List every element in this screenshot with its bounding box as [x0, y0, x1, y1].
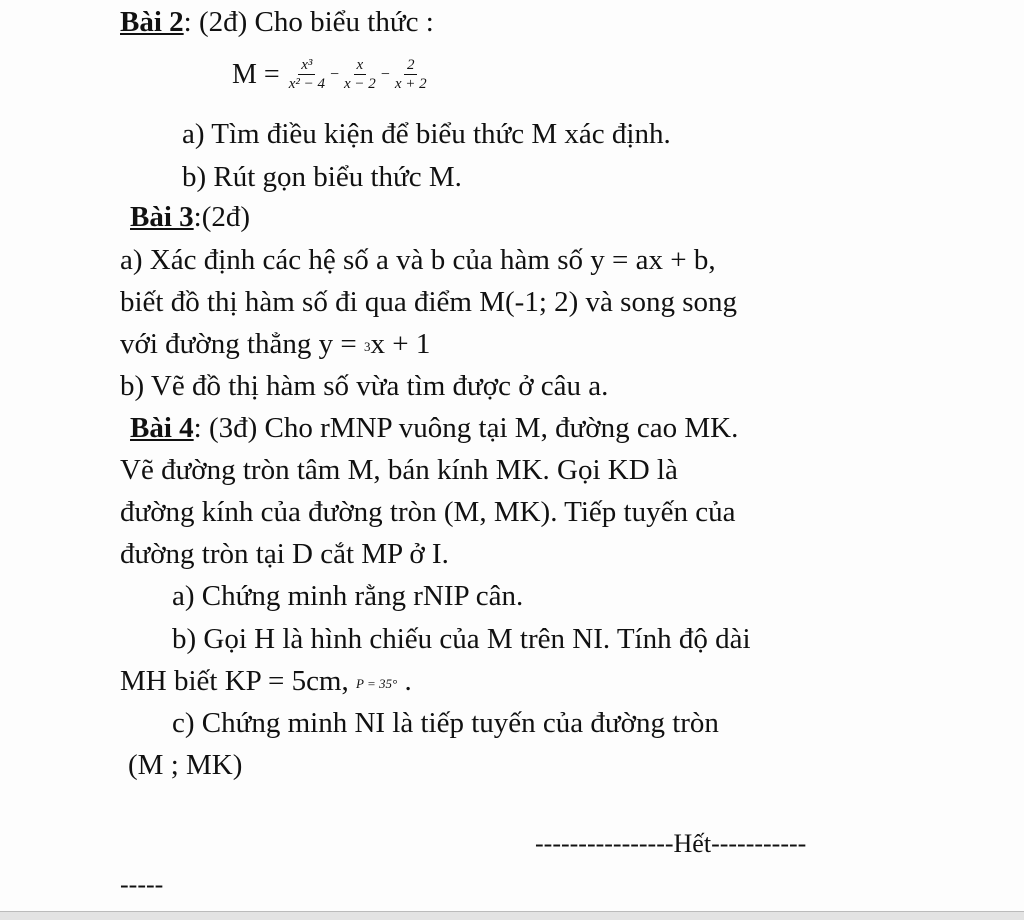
- bottom-bar: [0, 912, 1024, 920]
- fraction-3: [392, 58, 430, 92]
- bai3-heading-rest: :(2đ): [193, 201, 251, 233]
- bai3-coefficient: 3: [363, 338, 371, 354]
- fraction-3-denominator: x + 2: [394, 76, 427, 92]
- bai3-line-1: a) Xác định các hệ số a và b của hàm số y = ax + b,: [120, 244, 716, 276]
- fraction-1: [286, 58, 328, 92]
- bai4-part-a: a) Chứng minh rằng rNIP cân.: [172, 580, 524, 612]
- fraction-3-numerator: 2: [404, 58, 418, 75]
- bai4-part-c-line-2: (M ; MK): [128, 749, 243, 781]
- fraction-2: [341, 58, 379, 92]
- bai3-line-3: [120, 330, 430, 359]
- formula-m: [232, 58, 432, 92]
- bai3-heading: [130, 203, 250, 232]
- bai2-part-b: b) Rút gọn biểu thức M.: [182, 161, 462, 193]
- bai4-part-b-end: .: [397, 665, 412, 697]
- bai4-line-3: đường tròn tại D cắt MP ở I.: [120, 538, 449, 570]
- fraction-2-numerator: x: [354, 58, 367, 75]
- angle-p-value: P = 35°: [356, 675, 398, 691]
- bai4-heading: [130, 414, 738, 443]
- bai3-line-3-text: với đường thẳng y =: [120, 328, 364, 360]
- bai4-line-1: Vẽ đường tròn tâm M, bán kính MK. Gọi KD là: [120, 454, 678, 486]
- fraction-1-denominator: x² − 4: [288, 76, 325, 92]
- bai4-title: Bài 4: [130, 412, 194, 444]
- bai3-line-4: b) Vẽ đồ thị hàm số vừa tìm được ở câu a.: [120, 370, 609, 402]
- fraction-2-denominator: x − 2: [344, 76, 376, 92]
- bai4-part-b-line-2: [120, 667, 412, 696]
- bai3-line-2: biết đồ thị hàm số đi qua điểm M(-1; 2) và song song: [120, 286, 737, 318]
- formula-minus-2: −: [380, 66, 390, 83]
- bai2-part-a: a) Tìm điều kiện để biểu thức M xác định.: [182, 118, 671, 150]
- end-marker: ----------------Hết-----------: [535, 829, 807, 858]
- bai4-part-b-line-1: b) Gọi H là hình chiếu của M trên NI. Tính độ dài: [172, 623, 751, 655]
- bai2-heading: [120, 8, 434, 37]
- formula-minus-1: −: [329, 66, 339, 83]
- bai2-heading-rest: : (2đ) Cho biểu thức :: [183, 6, 434, 38]
- bai3-title: Bài 3: [130, 201, 194, 233]
- bai2-title: Bài 2: [120, 6, 184, 38]
- bai4-heading-rest: : (3đ) Cho rMNP vuông tại M, đường cao MK.: [193, 412, 739, 444]
- bai4-line-2: đường kính của đường tròn (M, MK). Tiếp tuyến của: [120, 496, 736, 528]
- formula-lhs: M =: [232, 59, 280, 90]
- bai3-line-3-end: x + 1: [370, 328, 431, 360]
- bai4-part-b-text: MH biết KP = 5cm,: [120, 665, 356, 697]
- bai4-part-c-line-1: c) Chứng minh NI là tiếp tuyến của đường tròn: [172, 707, 719, 739]
- trailing-dashes: -----: [120, 870, 164, 899]
- fraction-1-numerator: x³: [298, 58, 315, 75]
